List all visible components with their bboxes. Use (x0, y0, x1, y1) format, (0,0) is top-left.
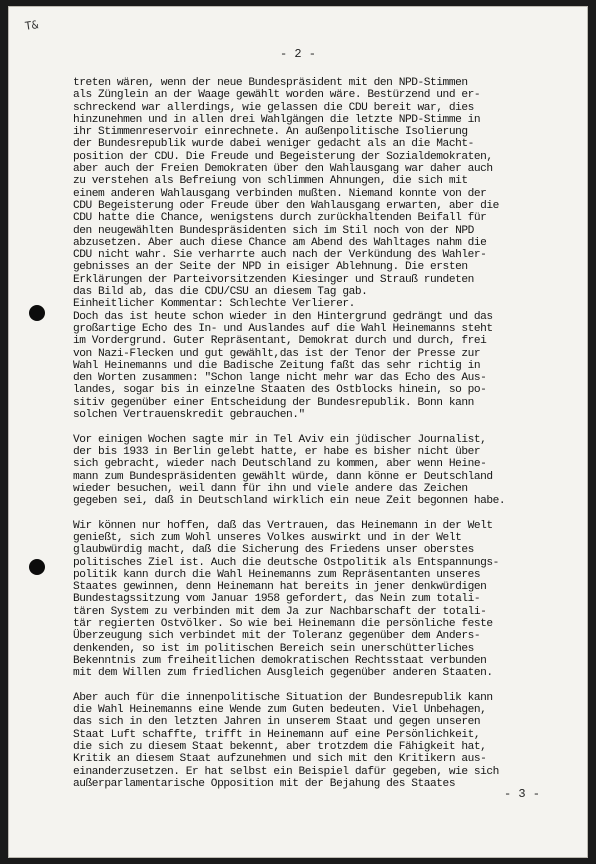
text-line: sich gebracht, wieder nach Deutschland zu kommen, aber wenn Heine- (73, 458, 487, 471)
text-line: mann zum Bundespräsidenten gewählt würde, dann könne er Deutschland (73, 470, 493, 483)
text-line: einanderzusetzen. Er hat selbst ein Beispiel dafür gegeben, wie sich (73, 765, 499, 778)
punch-hole-lower (29, 559, 45, 575)
text-line: genießt, sich zum Wohl unseres Volkes auswirkt und in der Welt (73, 531, 462, 544)
text-line: großartige Echo des In- und Auslandes auf die Wahl Heinemanns steht (73, 322, 493, 335)
paragraph (73, 434, 573, 508)
text-line: tär regierten Ostvölker. So wie bei Heinemann die persönliche feste (73, 618, 493, 631)
text-line: politik kann durch die Wahl Heinemanns zum Repräsentanten unseres (73, 568, 481, 581)
text-line: gebnisses an der Seite der NPD in eisiger Ablehnung. Die ersten (73, 261, 468, 274)
document-page (8, 6, 588, 858)
text-line: Kritik an diesem Staat aufzunehmen und sich mit den Kritikern aus- (73, 753, 487, 766)
text-line: aber auch der Freien Demokraten über den Wahlausgang war daher auch (73, 163, 493, 176)
text-line: denkenden, so ist im politischen Bereich sein unerschütterliches (73, 642, 474, 655)
punch-hole-upper (29, 305, 45, 321)
text-line: Doch das ist heute schon wieder in den Hintergrund gedrängt und das (73, 310, 493, 323)
text-line: den Worten zusammen: "Schon lange nicht mehr war das Echo des Aus- (73, 372, 487, 385)
text-line: Vor einigen Wochen sagte mir in Tel Aviv ein jüdischer Journalist, (73, 433, 487, 446)
text-line: Staates gewinnen, denn Heinemann hat bereits in jener denkwürdigen (73, 581, 487, 594)
text-line: CDU hatte die Chance, wenigstens durch zurückhaltenden Beifall für (73, 212, 487, 225)
paragraph (73, 692, 573, 790)
text-line: Aber auch für die innenpolitische Situation der Bundesrepublik kann (73, 691, 493, 704)
text-line: Wir können nur hoffen, daß das Vertrauen, das Heinemann in der Welt (73, 519, 493, 532)
text-line: das Bild ab, das die CDU/CSU an diesem Tag gab. (73, 286, 368, 299)
text-line: hinzunehmen und in allen drei Wahlgängen die letzte NPD-Stimme in (73, 113, 481, 126)
text-line: CDU Begeisterung oder Freude über den Wahlausgang erwarten, aber die (73, 199, 499, 212)
text-line: außerparlamentarische Opposition mit der Bejahung des Staates (73, 777, 456, 790)
text-line: von Nazi-Flecken und gut gewählt,das ist der Tenor der Presse zur (73, 347, 481, 360)
text-line: politisches Ziel ist. Auch die deutsche Ostpolitik als Entspannungs- (73, 556, 499, 569)
text-line: der bis 1933 in Berlin gelebt hatte, er habe es bisher nicht über (73, 445, 481, 458)
text-line: wieder besuchen, weil dann für ihn und viele andere das Zeichen (73, 482, 468, 495)
text-line: ihr Stimmenreservoir einrechnete. An außenpolitische Isolierung (73, 126, 468, 139)
page-number-bottom: - 3 - (504, 787, 541, 801)
text-line: Staat Luft schaffte, trifft in Heinemann auf eine Persönlichkeit, (73, 728, 481, 741)
text-line: sitiv gegenüber einer Entscheidung der Bundesrepublik. Bonn kann (73, 396, 474, 409)
paragraph (73, 520, 573, 680)
text-line: die Wahl Heinemanns eine Wende zum Guten bedeuten. Viel Unbehagen, (73, 704, 487, 717)
text-line: CDU nicht wahr. Sie verharrte auch nach der Verkündung des Wahler- (73, 249, 487, 262)
text-line: glaubwürdig macht, daß die Sicherung des Friedens unser oberstes (73, 544, 474, 557)
text-line: Bundestagssitzung vom Januar 1958 gefordert, das Nein zum totali- (73, 593, 481, 606)
text-line: solchen Vertrauenskredit gebrauchen." (73, 409, 305, 422)
text-line: zu verstehen als Befreiung von schlimmen Ahnungen, die sich mit (73, 175, 468, 188)
text-line: als Zünglein an der Waage gewählt worden wäre. Bestürzend und er- (73, 89, 481, 102)
text-line: Einheitlicher Kommentar: Schlechte Verlierer. (73, 298, 355, 311)
text-line: gegeben sei, daß in Deutschland wirklich ein neue Zeit begonnen habe. (73, 495, 506, 508)
text-line: mit dem Willen zum friedlichen Ausgleich gegenüber anderen Staaten. (73, 667, 493, 680)
text-line: landes, sogar bis in einzelne Staaten des Ostblocks hinein, so po- (73, 384, 487, 397)
text-line: das sich in den letzten Jahren in unserem Staat und gegen unseren (73, 716, 481, 729)
text-line: position der CDU. Die Freude und Begeisterung der Sozialdemokraten, (73, 150, 493, 163)
text-line: Bekenntnis zum freiheitlichen demokratischen Rechtsstaat verbunden (73, 654, 487, 667)
typed-body-text (73, 77, 573, 790)
text-line: die sich zu diesem Staat bekennt, aber trotzdem die Fähigkeit hat, (73, 741, 487, 754)
page-number-top: - 2 - (279, 47, 316, 61)
text-line: einem anderen Wahlausgang verbinden mußten. Niemand konnte von der (73, 187, 487, 200)
text-line: abzusetzen. Aber auch diese Chance am Abend des Wahltages nahm die (73, 236, 487, 249)
paragraph (73, 77, 573, 421)
text-line: treten wären, wenn der neue Bundespräsident mit den NPD-Stimmen (73, 77, 468, 89)
text-line: Erklärungen der Parteivorsitzenden Kiesinger und Strauß rundeten (73, 273, 474, 286)
text-line: Überzeugung sich verbindet mit der Toleranz gegenüber dem Anders- (73, 630, 481, 643)
text-line: der Bundesrepublik wurde dabei weniger gedacht als an die Macht- (73, 138, 474, 151)
text-line: den neugewählten Bundespräsidenten sich im Stil noch von der NPD (73, 224, 474, 237)
text-line: Wahl Heinemanns und die Badische Zeitung faßt das sehr richtig in (73, 359, 481, 372)
text-line: im Vordergrund. Guter Repräsentant, Demokrat durch und durch, frei (73, 335, 487, 348)
corner-handwritten-mark: T& (24, 18, 40, 33)
text-line: tären System zu verbinden mit dem Ja zur Nachbarschaft der totali- (73, 605, 487, 618)
text-line: schreckend war allerdings, wie gelassen die CDU bereit war, dies (73, 101, 474, 114)
